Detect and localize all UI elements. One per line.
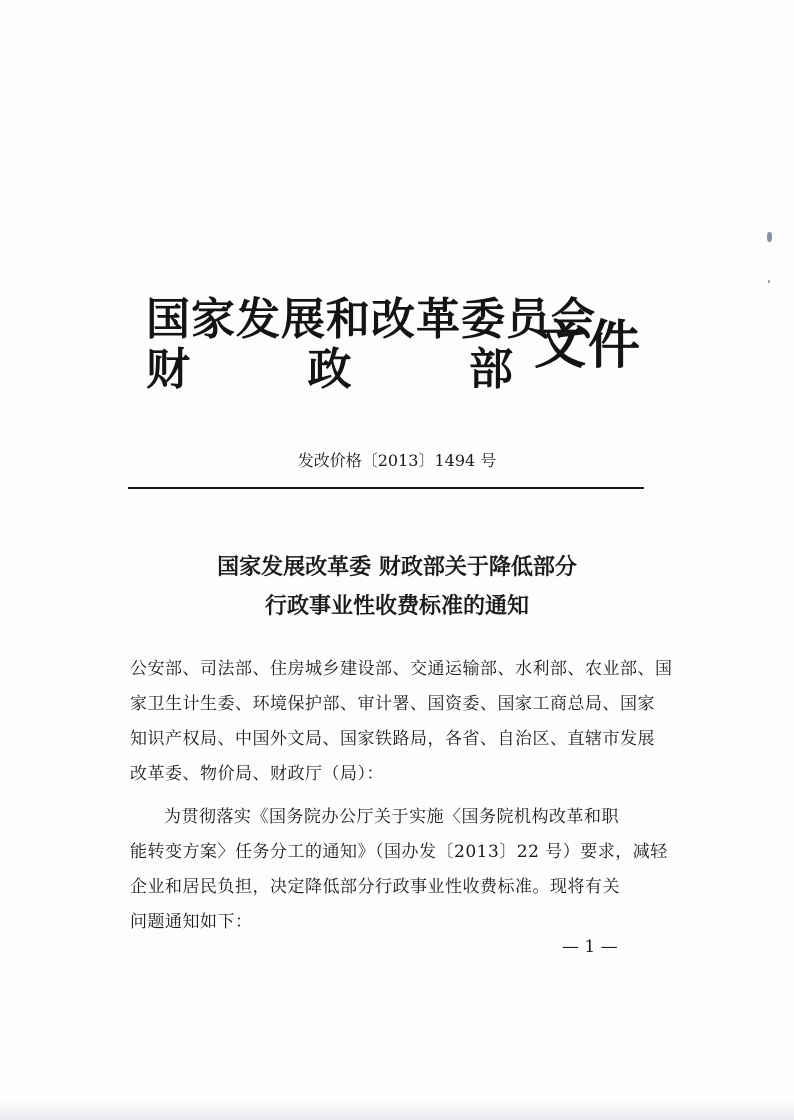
issuer-mof-char: 部 (469, 344, 514, 395)
addressee-line: 改革委、物价局、财政厅（局）： (130, 764, 384, 784)
issuer-ndrc: 国家发展和改革委员会 (146, 294, 596, 345)
paragraph-line: 企业和居民负担，决定降低部分行政事业性收费标准。现将有关 (130, 877, 620, 897)
addressee-block (130, 652, 673, 792)
document-label: 文件 (534, 315, 643, 376)
document-header (146, 290, 643, 400)
issuer-mof (146, 346, 514, 394)
paragraph-line: 为贯彻落实《国务院办公厅关于实施〈国务院机构改革和职 (164, 807, 619, 827)
addressee-line: 公安部、司法部、住房城乡建设部、交通运输部、水利部、农业部、国 (130, 659, 673, 679)
notice-title-line-1: 国家发展改革委 财政部关于降低部分 (217, 554, 577, 580)
body-paragraph (130, 800, 668, 940)
addressee-line: 知识产权局、中国外文局、国家铁路局，各省、自治区、直辖市发展 (130, 729, 655, 749)
scan-speck (768, 280, 770, 283)
paragraph-line: 能转变方案〉任务分工的通知》（国办发〔2013〕22 号）要求，减轻 (130, 842, 668, 862)
scan-bottom-edge (0, 1100, 794, 1120)
header-divider (128, 487, 644, 489)
addressee-line: 家卫生计生委、环境保护部、审计署、国资委、国家工商总局、国家 (130, 694, 655, 714)
scan-speck (767, 232, 772, 242)
notice-title-line-2: 行政事业性收费标准的通知 (264, 593, 529, 619)
document-number: 发改价格〔2013〕1494 号 (297, 451, 497, 470)
paragraph-line: 问题通知如下： (130, 912, 253, 932)
page-number: — 1 — (562, 937, 618, 957)
issuer-mof-char: 财 (146, 344, 191, 395)
issuer-mof-char: 政 (307, 344, 353, 395)
